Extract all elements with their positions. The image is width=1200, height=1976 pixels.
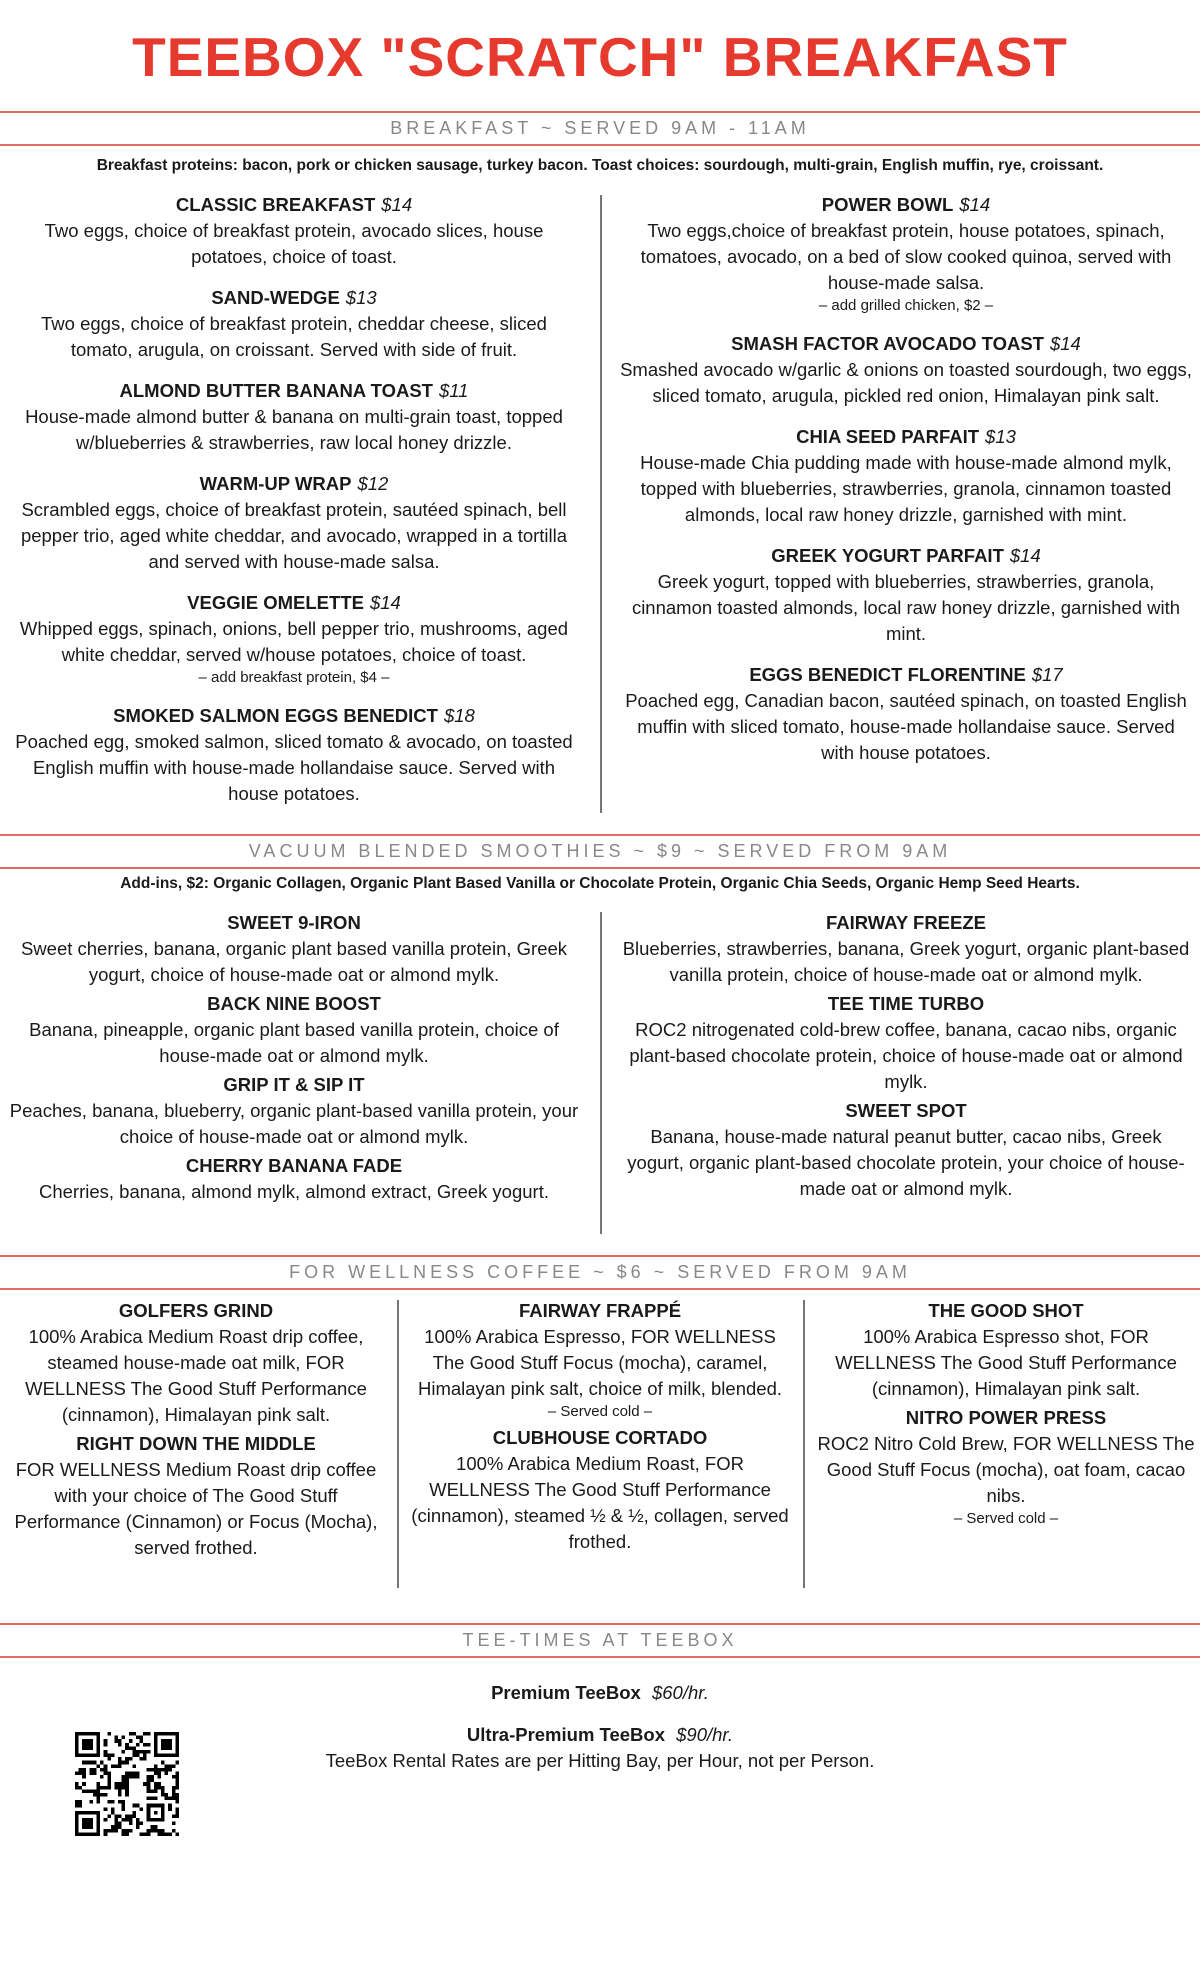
menu-item-title: CHIA SEED PARFAIT xyxy=(796,426,980,447)
menu-item-name xyxy=(8,1153,580,1179)
menu-item-name xyxy=(8,285,580,311)
smoothies-right-column xyxy=(620,910,1192,1205)
menu-item-name xyxy=(816,1298,1196,1324)
menu-item xyxy=(8,471,580,575)
breakfast-note: Breakfast proteins: bacon, pork or chicken sausage, turkey bacon. Toast choices: sourdough, multi-grain, English muffin, rye, croissant. xyxy=(96,157,1104,174)
column-divider xyxy=(600,912,602,1234)
page-title: TEEBOX "SCRATCH" BREAKFAST xyxy=(132,26,1068,88)
menu-item xyxy=(816,1298,1196,1402)
rates-footnote: TeeBox Rental Rates are per Hitting Bay, per Hour, not per Person. xyxy=(325,1750,875,1771)
qr-code-icon[interactable] xyxy=(75,1732,179,1836)
menu-item-title: VEGGIE OMELETTE xyxy=(187,592,364,613)
menu-item-title: RIGHT DOWN THE MIDDLE xyxy=(76,1433,316,1454)
breakfast-section-heading: BREAKFAST ~ SERVED 9AM - 11AM xyxy=(0,111,1200,146)
menu-item xyxy=(8,1153,580,1205)
menu-item-addon-note: – Served cold – xyxy=(547,1403,653,1420)
menu-item xyxy=(620,1098,1192,1202)
menu-item-description: ROC2 nitrogenated cold-brew coffee, banana, cacao nibs, organic plant-based chocolate protein, choice of house-made oat or almond mylk. xyxy=(629,1019,1183,1092)
coffee-column-3 xyxy=(816,1298,1196,1532)
breakfast-left-column xyxy=(8,192,580,822)
menu-item xyxy=(620,543,1192,647)
rate-name: Premium TeeBox xyxy=(491,1682,641,1703)
menu-item-title: ALMOND BUTTER BANANA TOAST xyxy=(119,380,433,401)
menu-item-name xyxy=(620,991,1192,1017)
menu-item xyxy=(8,285,580,363)
coffee-column-1 xyxy=(6,1298,386,1564)
menu-item-name xyxy=(620,543,1192,569)
menu-item-description: Two eggs,choice of breakfast protein, house potatoes, spinach, tomatoes, avocado, on a bed of slow cooked quinoa, served with house-made salsa. xyxy=(640,220,1172,293)
rate-name: Ultra-Premium TeeBox xyxy=(466,1724,665,1745)
menu-item-description: 100% Arabica Espresso shot, FOR WELLNESS The Good Stuff Performance (cinnamon), Himalayan pink salt. xyxy=(835,1326,1177,1399)
menu-item xyxy=(8,1072,580,1150)
rate-price: $90/hr. xyxy=(676,1724,734,1745)
menu-item-title: NITRO POWER PRESS xyxy=(905,1407,1107,1428)
menu-item-title: SMOKED SALMON EGGS BENEDICT xyxy=(113,705,438,726)
menu-item-price: $18 xyxy=(443,705,475,726)
menu-item-description: Whipped eggs, spinach, onions, bell pepper trio, mushrooms, aged white cheddar, served w/house potatoes, choice of toast. xyxy=(19,618,569,665)
menu-item-name xyxy=(8,703,580,729)
menu-item-addon-note: – add grilled chicken, $2 – xyxy=(818,297,994,314)
column-divider xyxy=(600,195,602,813)
menu-item xyxy=(410,1298,790,1422)
menu-item-price: $11 xyxy=(438,380,469,401)
menu-item xyxy=(620,331,1192,409)
menu-item xyxy=(620,910,1192,988)
menu-item-description: Poached egg, Canadian bacon, sautéed spinach, on toasted English muffin with sliced tomato, house-made hollandaise sauce. Served with house potatoes. xyxy=(625,690,1187,763)
menu-item xyxy=(8,378,580,456)
menu-item-name xyxy=(410,1298,790,1324)
menu-item-description: ROC2 Nitro Cold Brew, FOR WELLNESS The Good Stuff Focus (mocha), oat foam, cacao nibs. xyxy=(817,1433,1195,1506)
menu-item-name xyxy=(620,424,1192,450)
menu-item-price: $13 xyxy=(345,287,377,308)
menu-item xyxy=(6,1298,386,1428)
teetimes-section-heading: TEE-TIMES AT TEEBOX xyxy=(0,1623,1200,1658)
menu-item-price: $14 xyxy=(1049,333,1081,354)
column-divider xyxy=(803,1300,805,1588)
menu-item-description: Smashed avocado w/garlic & onions on toasted sourdough, two eggs, sliced tomato, arugula, pickled red onion, Himalayan pink salt. xyxy=(620,359,1192,406)
menu-item-title: GOLFERS GRIND xyxy=(118,1300,274,1321)
menu-item xyxy=(620,991,1192,1095)
menu-item-name xyxy=(620,331,1192,357)
column-divider xyxy=(397,1300,399,1588)
smoothies-note: Add-ins, $2: Organic Collagen, Organic Plant Based Vanilla or Chocolate Protein, Organic Chia Seeds, Organic Hemp Seed Hearts. xyxy=(120,875,1080,892)
menu-item-name xyxy=(620,1098,1192,1124)
menu-item-price: $14 xyxy=(959,194,991,215)
menu-item xyxy=(6,1431,386,1561)
menu-item-title: CHERRY BANANA FADE xyxy=(185,1155,403,1176)
menu-item-name xyxy=(8,378,580,404)
coffee-column-2 xyxy=(410,1298,790,1558)
menu-item-title: CLUBHOUSE CORTADO xyxy=(492,1427,708,1448)
menu-item-description: House-made almond butter & banana on multi-grain toast, topped w/blueberries & strawberries, raw local honey drizzle. xyxy=(25,406,563,453)
menu-item-name xyxy=(8,910,580,936)
menu-item-description: 100% Arabica Medium Roast, FOR WELLNESS The Good Stuff Performance (cinnamon), steamed ½ & ½, collagen, served frothed. xyxy=(411,1453,789,1552)
menu-item xyxy=(8,910,580,988)
menu-item-description: 100% Arabica Medium Roast drip coffee, steamed house-made oat milk, FOR WELLNESS The Good Stuff Performance (cinnamon), Himalayan pink salt. xyxy=(25,1326,367,1425)
menu-item-price: $14 xyxy=(369,592,401,613)
menu-item-price: $13 xyxy=(985,426,1016,447)
menu-item-title: GRIP IT & SIP IT xyxy=(223,1074,365,1095)
coffee-section-heading: FOR WELLNESS COFFEE ~ $6 ~ SERVED FROM 9AM xyxy=(0,1255,1200,1290)
menu-item-description: House-made Chia pudding made with house-made almond mylk, topped with blueberries, strawberries, granola, cinnamon toasted almonds, local raw honey drizzle, garnished with mint. xyxy=(640,452,1172,525)
menu-item xyxy=(8,703,580,807)
menu-item xyxy=(8,590,580,688)
menu-item-price: $14 xyxy=(381,194,413,215)
menu-item-description: Peaches, banana, blueberry, organic plant-based vanilla protein, your choice of house-made oat or almond mylk. xyxy=(9,1100,579,1147)
menu-item-description: Two eggs, choice of breakfast protein, avocado slices, house potatoes, choice of toast. xyxy=(44,220,544,267)
menu-item-description: Banana, house-made natural peanut butter, cacao nibs, Greek yogurt, organic plant-based chocolate protein, your choice of house-made oat or almond mylk. xyxy=(627,1126,1185,1199)
rate-price: $60/hr. xyxy=(651,1682,709,1703)
menu-item-title: BACK NINE BOOST xyxy=(207,993,381,1014)
menu-item-title: SMASH FACTOR AVOCADO TOAST xyxy=(731,333,1044,354)
menu-item xyxy=(816,1405,1196,1529)
menu-item-description: Scrambled eggs, choice of breakfast protein, sautéed spinach, bell pepper trio, aged white cheddar, and avocado, wrapped in a tortilla and served with house-made salsa. xyxy=(20,499,568,572)
menu-item-name xyxy=(8,991,580,1017)
menu-item-description: Two eggs, choice of breakfast protein, cheddar cheese, sliced tomato, arugula, on croissant. Served with side of fruit. xyxy=(41,313,547,360)
menu-item-description: Banana, pineapple, organic plant based vanilla protein, choice of house-made oat or almond mylk. xyxy=(29,1019,559,1066)
menu-item-description: Blueberries, strawberries, banana, Greek yogurt, organic plant-based vanilla protein, choice of house-made oat or almond mylk. xyxy=(622,938,1190,985)
menu-item-name xyxy=(620,662,1192,688)
menu-item-name xyxy=(8,1072,580,1098)
menu-item-title: TEE TIME TURBO xyxy=(827,993,985,1014)
menu-item-price: $17 xyxy=(1031,664,1063,685)
menu-item-name xyxy=(8,192,580,218)
menu-item-addon-note: – add breakfast protein, $4 – xyxy=(198,669,390,686)
menu-item-name xyxy=(620,192,1192,218)
menu-item-description: Greek yogurt, topped with blueberries, strawberries, granola, cinnamon toasted almonds, local raw honey drizzle, garnished with mint. xyxy=(631,571,1181,644)
teetime-rates xyxy=(300,1680,900,1774)
menu-item-title: WARM-UP WRAP xyxy=(199,473,352,494)
menu-item-name xyxy=(6,1431,386,1457)
menu-item-title: SWEET 9-IRON xyxy=(227,912,361,933)
menu-item xyxy=(8,192,580,270)
breakfast-right-column xyxy=(620,192,1192,781)
menu-item-title: SAND-WEDGE xyxy=(211,287,340,308)
menu-item-description: Sweet cherries, banana, organic plant based vanilla protein, Greek yogurt, choice of house-made oat or almond mylk. xyxy=(20,938,568,985)
menu-item-title: POWER BOWL xyxy=(821,194,954,215)
menu-item-title: FAIRWAY FREEZE xyxy=(825,912,987,933)
menu-item-description: FOR WELLNESS Medium Roast drip coffee with your choice of The Good Stuff Performance (Cinnamon) or Focus (Mocha), served frothed. xyxy=(14,1459,378,1558)
menu-item xyxy=(620,192,1192,316)
menu-item-price: $14 xyxy=(1009,545,1041,566)
menu-item-price: $12 xyxy=(357,473,389,494)
menu-item-description: 100% Arabica Espresso, FOR WELLNESS The Good Stuff Focus (mocha), caramel, Himalayan pink salt, choice of milk, blended. xyxy=(417,1326,782,1399)
menu-item-name xyxy=(6,1298,386,1324)
menu-item-name xyxy=(8,590,580,616)
menu-item-title: GREEK YOGURT PARFAIT xyxy=(771,545,1004,566)
menu-item xyxy=(620,662,1192,766)
menu-item-description: Cherries, banana, almond mylk, almond extract, Greek yogurt. xyxy=(38,1181,549,1202)
menu-item-description: Poached egg, smoked salmon, sliced tomato & avocado, on toasted English muffin with house-made hollandaise sauce. Served with house potatoes. xyxy=(15,731,573,804)
menu-item-name xyxy=(816,1405,1196,1431)
menu-item xyxy=(8,991,580,1069)
smoothies-section-heading: VACUUM BLENDED SMOOTHIES ~ $9 ~ SERVED FROM 9AM xyxy=(0,834,1200,869)
rate-premium xyxy=(300,1680,900,1706)
smoothies-left-column xyxy=(8,910,580,1208)
rate-ultra-premium xyxy=(300,1722,900,1748)
menu-item-name xyxy=(8,471,580,497)
menu-item-title: EGGS BENEDICT FLORENTINE xyxy=(749,664,1026,685)
menu-item-title: THE GOOD SHOT xyxy=(928,1300,1084,1321)
menu-item xyxy=(620,424,1192,528)
menu-item xyxy=(410,1425,790,1555)
menu-item-title: SWEET SPOT xyxy=(845,1100,967,1121)
menu-item-title: CLASSIC BREAKFAST xyxy=(175,194,376,215)
menu-item-title: FAIRWAY FRAPPÉ xyxy=(518,1300,682,1321)
menu-item-name xyxy=(620,910,1192,936)
menu-item-addon-note: – Served cold – xyxy=(953,1510,1059,1527)
menu-item-name xyxy=(410,1425,790,1451)
